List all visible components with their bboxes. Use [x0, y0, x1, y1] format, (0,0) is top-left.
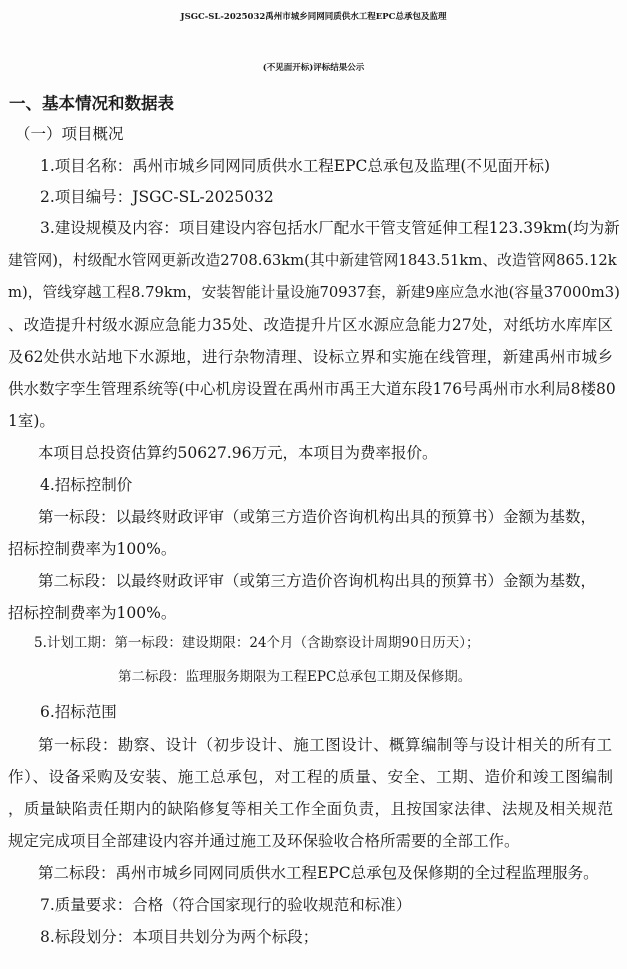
control-price-lot2-line-2: 招标控制费率为100%。	[8, 604, 177, 622]
quality-requirement: 7.质量要求：合格（符合国家现行的验收规范和标准）	[40, 896, 412, 914]
tender-scope-lot1-line-1: 第一标段：勘察、设计（初步设计、施工图设计、概算编制等与设计相关的所有工	[38, 736, 612, 754]
document-title-line-1: JSGC-SL-2025032禹州市城乡同网同质供水工程EPC总承包及监理	[180, 12, 447, 22]
lot-division: 8.标段划分：本项目共划分为两个标段；	[40, 928, 319, 946]
tender-scope-heading: 6.招标范围	[40, 703, 117, 721]
schedule-lot2: 第二标段：监理服务期限为工程EPC总承包工期及保修期。	[118, 669, 472, 685]
investment-estimate: 本项目总投资估算约50627.96万元，本项目为费率报价。	[38, 444, 438, 462]
tender-scope-lot1-line-2: 作）、设备采购及安装、施工总承包，对工程的质量、安全、工期、造价和竣工图编制	[8, 768, 613, 786]
project-number: 2.项目编号：JSGC-SL-2025032	[40, 188, 274, 206]
document-title-line-2: (不见面开标)评标结果公示	[262, 63, 365, 73]
tender-scope-lot2: 第二标段：禹州市城乡同网同质供水工程EPC总承包及保修期的全过程监理服务。	[38, 864, 599, 882]
scope-line-7: 1室)。	[8, 412, 55, 430]
control-price-heading: 4.招标控制价	[40, 476, 133, 494]
control-price-lot2-line-1: 第二标段：以最终财政评审（或第三方造价咨询机构出具的预算书）金额为基数，	[38, 572, 597, 590]
scope-line-4: 、改造提升村级水源应急能力35处、改造提升片区水源应急能力27处，对纸坊水库库区	[8, 316, 613, 334]
subsection-heading: （一）项目概况	[15, 125, 124, 143]
control-price-lot1-line-2: 招标控制费率为100%。	[8, 540, 177, 558]
tender-scope-lot1-line-4: 规定完成项目全部建设内容并通过施工及环保验收合格所需要的全部工作。	[8, 832, 520, 850]
control-price-lot1-line-1: 第一标段：以最终财政评审（或第三方造价咨询机构出具的预算书）金额为基数，	[38, 508, 597, 526]
scope-line-5: 及62处供水站地下水源地，进行杂物清理、设标立界和实施在线管理，新建禹州市城乡	[8, 348, 613, 366]
scope-line-6: 供水数字孪生管理系统等(中心机房设置在禹州市禹王大道东段176号禹州市水利局8楼80	[8, 380, 616, 398]
scope-line-3: m)，管线穿越工程8.79km，安装智能计量设施70937套，新建9座应急水池(容量37000m3)	[8, 284, 620, 301]
scope-line-2: 建管网)，村级配水管网更新改造2708.63km(其中新建管网1843.51km、改造管网865.12k	[8, 252, 617, 269]
project-name: 1.项目名称：禹州市城乡同网同质供水工程EPC总承包及监理(不见面开标)	[40, 157, 550, 175]
section-heading: 一、基本情况和数据表	[9, 94, 174, 113]
scope-line-1: 3.建设规模及内容：项目建设内容包括水厂配水干管支管延伸工程123.39km(均为新	[40, 219, 620, 237]
schedule-lot1: 5.计划工期：第一标段：建设期限：24个月（含勘察设计周期90日历天）；	[34, 635, 480, 651]
tender-scope-lot1-line-3: ，质量缺陷责任期内的缺陷修复等相关工作全面负责，且按国家法律、法规及相关规范	[8, 800, 613, 818]
